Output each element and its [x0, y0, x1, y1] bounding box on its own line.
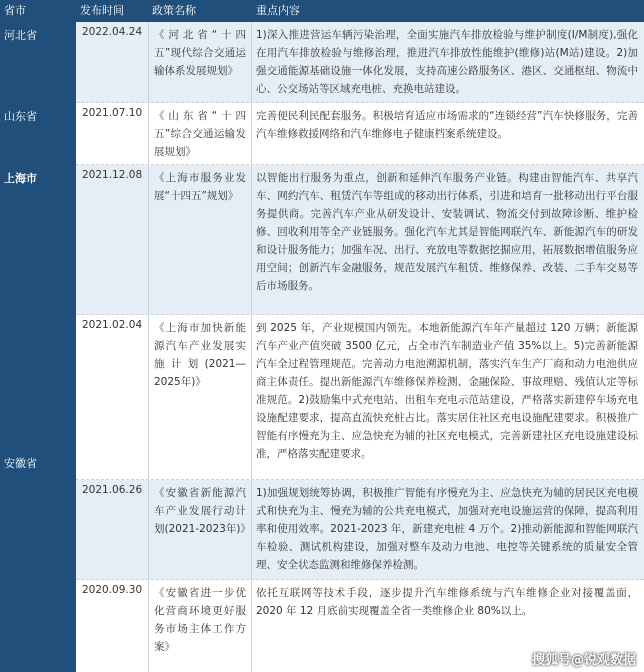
header-province: 省市 [4, 4, 26, 17]
row-policy-name: 《安徽省进一步优化营商环境更好服务市场主体工作方案》 [154, 587, 246, 653]
row-policy-name: 《安徽省新能源汽车产业发展行动计划(2021-2023年)》 [154, 487, 251, 535]
province-cell-hebei [0, 22, 76, 103]
row-content: 1)深入推进营运车辆污染治理，全面实施汽车排放检验与维护制度(I/M制度),强化在用汽车排放检验与维修治理，推进汽车排放性能维护(维修)站(M站)建设。2)加强交通能源基础设施一体化发展，支持高速公路服务区、港区、交通枢纽、物流中心、公交场站等区域充电桩、充换电站建设。 [256, 29, 638, 95]
row-date: 2022.04.24 [82, 26, 143, 38]
table-row [76, 165, 644, 315]
row-content: 依托互联网等技术手段，逐步提升汽车维修系统与汽车维修企业对接覆盖面，2020 年 12 月底前实现覆盖全省一类维修企业 80%以上。 [256, 587, 638, 617]
table-row [76, 480, 644, 580]
row-content: 到 2025 年，产业规模国内领先。本地新能源汽车年产量超过 120 万辆；新能源汽车产业产值突破 3500 亿元，占全市汽车制造业产值 35%以上。5)完善新能源汽车全过程管理规范。完善动力电池溯源机制，落实汽车生产厂商和动力电池供应商主体责任。提出新能源汽车维修保养检测、金融保险、事故理赔、残值认定等标准规范。2)鼓励集中式充电站、出租车充电示范站建设，严格落实新建停车场充电设施配建要求，提高直流快充桩占比。落实居住社区充电设施配建要求。积极推广智能有序慢充为主、应急快充为辅的社区充电模式，完善新建社区充电设施建设标准，严格落实配建要求。 [256, 322, 638, 460]
row-date: 2021.12.08 [82, 169, 143, 181]
column-divider [251, 22, 252, 672]
province-label: 山东省 [4, 110, 37, 123]
table-row [76, 22, 644, 103]
province-cell-shandong [0, 103, 76, 165]
province-label: 河北省 [4, 29, 37, 42]
column-divider [148, 22, 149, 672]
row-content: 1)加强规划统筹协调，积极推广智能有序慢充为主、应急快充为辅的居民区充电模式和快充为主、慢充为辅的公共充电模式，加强对充电设施运营的保障，提高利用率和使用效率。2021-2023 年，新建充电桩 4 万个。2)推动新能源和智能网联汽车检验、测试机构建设，加强对整车及动力电池、电控等关键系统的质量安全管理、安全状态监测和维修保养检测。 [256, 487, 638, 571]
province-cell-shanghai [0, 165, 76, 315]
province-label: 上海市 [4, 172, 37, 185]
table-header [0, 0, 644, 22]
row-date: 2021.02.04 [82, 319, 143, 331]
province-label: 安徽省 [4, 457, 37, 470]
province-cell-anhui [0, 315, 76, 672]
table-row [76, 103, 644, 165]
table-row [76, 315, 644, 480]
row-date: 2020.09.30 [82, 584, 143, 596]
header-content: 重点内容 [256, 4, 300, 17]
watermark: 搜狐号@锐观数据 [531, 653, 636, 668]
row-date: 2021.06.26 [82, 484, 143, 496]
row-date: 2021.07.10 [82, 107, 143, 119]
row-policy-name: 《河北省“十四五”现代综合交通运输体系发展规划》 [154, 29, 246, 77]
row-policy-name: 《上海市服务业发展“十四五”规划》 [154, 172, 246, 202]
header-policy-name: 政策名称 [152, 4, 196, 17]
row-content: 以智能出行服务为重点，创新和延伸汽车服务产业链。构建由智能汽车、共享汽车、网约汽车、租赁汽车等组成的移动出行体系，引进和培育一批移动出行平台服务提供商。完善汽车产业从研发设计、安装调试、物流交付到故障诊断、维护检修、回收利用等全产业链服务。强化汽车尤其是智能网联汽车、新能源汽车的研发和设计服务能力；加强车况、出行、充放电等数据挖掘应用，拓展数据增值服务应用空间；创新汽车金融服务，规范发展汽车租赁、维修保养、改装、二手车交易等后市场服务。 [256, 172, 638, 292]
row-policy-name: 《上海市加快新能源汽车产业发展实施计划(2021—2025年)》 [154, 322, 246, 388]
row-content: 完善便民利民配套服务。积极培育适应市场需求的“连锁经营”汽车快修服务，完善汽车维修救援网络和汽车维修电子健康档案系统建设。 [256, 110, 638, 140]
header-date: 发布时间 [80, 4, 124, 17]
row-policy-name: 《山东省“十四五”综合交通运输发展规划》 [154, 110, 246, 158]
